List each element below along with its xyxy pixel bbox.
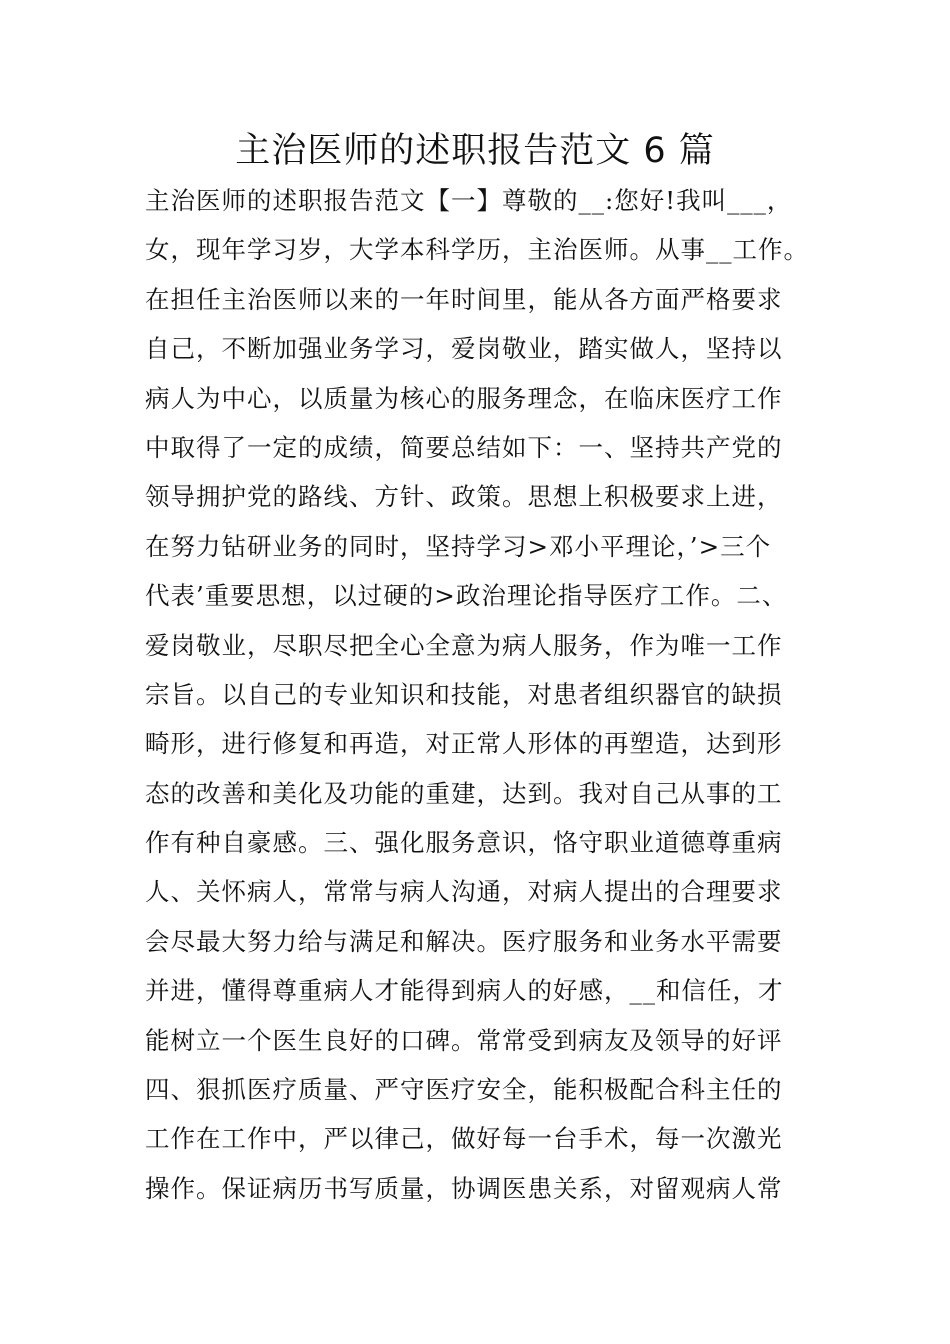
document-title: 主治医师的述职报告范文 6 篇 (235, 131, 715, 171)
paragraph-line: 能树立一个医生良好的口碑。常常受到病友及领导的好评 (145, 1025, 783, 1055)
paragraph-line: 畸形，进行修复和再造，对正常人形体的再塑造，达到形 (145, 729, 783, 759)
paragraph-line: 人、关怀病人，常常与病人沟通，对病人提出的合理要求 (145, 877, 783, 907)
paragraph-line: 操作。保证病历书写质量，协调医患关系，对留观病人常 (145, 1173, 783, 1203)
paragraph-line: 在担任主治医师以来的一年时间里，能从各方面严格要求 (145, 284, 783, 314)
paragraph-line: 自己，不断加强业务学习，爱岗敬业，踏实做人，坚持以 (145, 334, 783, 364)
paragraph-line: 并进，懂得尊重病人才能得到病人的好感，__和信任，才 (145, 976, 784, 1006)
paragraph-line: 宗旨。以自己的专业知识和技能，对患者组织器官的缺损 (145, 679, 783, 709)
paragraph-line: 病人为中心，以质量为核心的服务理念，在临床医疗工作 (145, 383, 783, 413)
paragraph-line: 会尽最大努力给与满足和解决。医疗服务和业务水平需要 (145, 926, 783, 956)
document-body (145, 176, 835, 1213)
paragraph-line: 态的改善和美化及功能的重建，达到。我对自己从事的工 (145, 778, 783, 808)
paragraph-line: 女，现年学习岁，大学本科学历，主治医师。从事__工作。 (145, 235, 809, 265)
paragraph-line: 中取得了一定的成绩，简要总结如下：一、坚持共产党的 (145, 432, 783, 462)
paragraph-line: 主治医师的述职报告范文【一】尊敬的__:您好!我叫___， (145, 186, 793, 215)
paragraph-line: 爱岗敬业，尽职尽把全心全意为病人服务，作为唯一工作 (145, 630, 783, 660)
paragraph-line: 代表’重要思想，以过硬的>政治理论指导医疗工作。二、 (145, 581, 788, 611)
paragraph-line: 作有种自豪感。三、强化服务意识，恪守职业道德尊重病 (145, 828, 783, 858)
paragraph-line: 工作在工作中，严以律己，做好每一台手术，每一次激光 (145, 1124, 783, 1154)
paragraph-line: 四、狠抓医疗质量、严守医疗安全，能积极配合科主任的 (145, 1075, 783, 1105)
paragraph-line: 领导拥护党的路线、方针、政策。思想上积极要求上进， (145, 482, 783, 512)
paragraph-line: 在努力钻研业务的同时，坚持学习>邓小平理论，’>三个 (145, 531, 772, 561)
